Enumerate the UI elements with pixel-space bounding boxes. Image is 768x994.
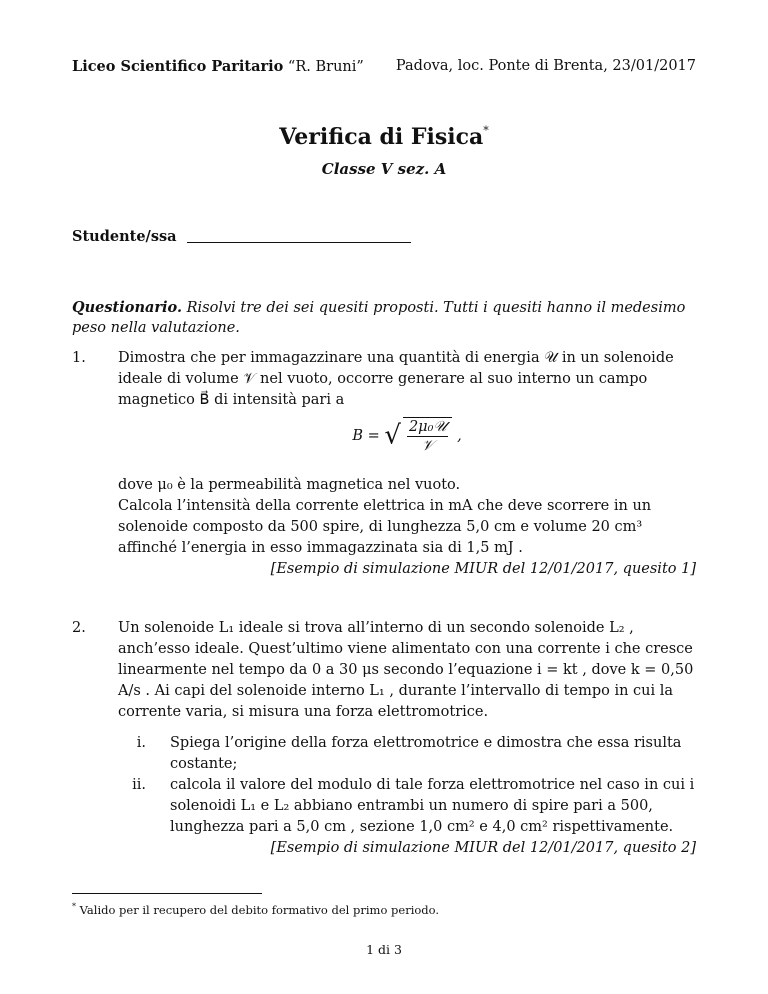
question-reference: [Esempio di simulazione MIUR del 12/01/2017, quesito 1] xyxy=(270,561,696,577)
formula-numerator: 2μ₀𝒰 xyxy=(408,419,447,435)
subitem-text: Spiega l’origine della forza elettromotrice e dimostra che essa risulta costante; xyxy=(170,735,682,772)
subitem-text: calcola il valore del modulo di tale forza elettromotrice nel caso in cui i solenoidi L₁ e L₂ abbiano entrambi un numero di spire pari a 500, lunghezza pari a 5,0 cm , sezione 1,0 cm² e 4,0 cm² rispettivamente. xyxy=(170,777,695,835)
formula-tail: , xyxy=(457,428,462,444)
footnote-marker: * xyxy=(483,124,489,137)
question-number: 1. xyxy=(72,350,86,366)
question-reference: [Esempio di simulazione MIUR del 12/01/2017, quesito 2] xyxy=(270,840,696,856)
subitem-ii xyxy=(118,775,696,838)
page-title xyxy=(0,124,768,150)
question-intro: Dimostra che per immagazzinare una quantità di energia 𝒰 in un solenoide ideale di volume 𝒱 nel vuoto, occorre generare al suo interno un campo magnetico B⃗ di intensità pari a xyxy=(118,350,674,408)
formula-denominator: 𝒱 xyxy=(421,438,434,454)
question-after-formula: dove μ₀ è la permeabilità magnetica nel vuoto. xyxy=(118,477,461,493)
place-date: Padova, loc. Ponte di Brenta, 23/01/2017 xyxy=(395,58,696,74)
class-subtitle: Classe V sez. A xyxy=(321,160,447,178)
footnote-mark: * xyxy=(72,902,76,911)
formula-radicand xyxy=(403,417,453,455)
question-2 xyxy=(72,618,696,859)
question-number: 2. xyxy=(72,620,86,636)
page-number: 1 di 3 xyxy=(366,942,402,957)
sqrt-icon: √ xyxy=(384,420,401,451)
questionnaire-label: Questionario. xyxy=(72,299,182,316)
subitem-i xyxy=(118,733,696,775)
formula-fraction xyxy=(407,418,449,455)
title-text: Verifica di Fisica xyxy=(279,124,484,150)
footnote-rule xyxy=(72,893,262,894)
formula-b xyxy=(118,417,696,465)
student-field xyxy=(72,228,411,245)
student-name-line[interactable] xyxy=(187,242,411,243)
school-name: “R. Bruni” xyxy=(283,59,364,75)
question-task: Calcola l’intensità della corrente elettrica in mA che deve scorrere in un solenoide composto da 500 spire, di lunghezza 5,0 cm e volume 20 cm³ affinché l’energia in esso immagazzinata sia di 1,5 mJ . xyxy=(118,498,652,556)
questionnaire-instructions xyxy=(72,298,696,338)
school-header xyxy=(72,58,364,75)
footnote xyxy=(72,902,439,917)
student-label: Studente/ssa xyxy=(72,228,177,245)
question-1 xyxy=(72,348,696,580)
questionnaire-text: Risolvi tre dei sei quesiti proposti. Tutti i quesiti hanno il medesimo peso nella valutazione. xyxy=(72,300,686,336)
question-subitems xyxy=(118,733,696,838)
school-type: Liceo Scientifico Paritario xyxy=(72,58,284,75)
subitem-label: ii. xyxy=(132,777,146,793)
subitem-label: i. xyxy=(136,735,146,751)
formula-lhs: B = xyxy=(352,428,380,444)
footnote-text: Valido per il recupero del debito formativo del primo periodo. xyxy=(76,902,440,917)
question-intro: Un solenoide L₁ ideale si trova all’interno di un secondo solenoide L₂ , anch’esso ideale. Quest’ultimo viene alimentato con una corrente i che cresce linearmente nel tempo da 0 a 30 μs secondo l’equazione i = kt , dove k = 0,50 A/s . Ai capi del solenoide interno L₁ , durante l’intervallo di tempo in cui la corrente varia, si misura una forza elettromotrice. xyxy=(118,620,694,720)
